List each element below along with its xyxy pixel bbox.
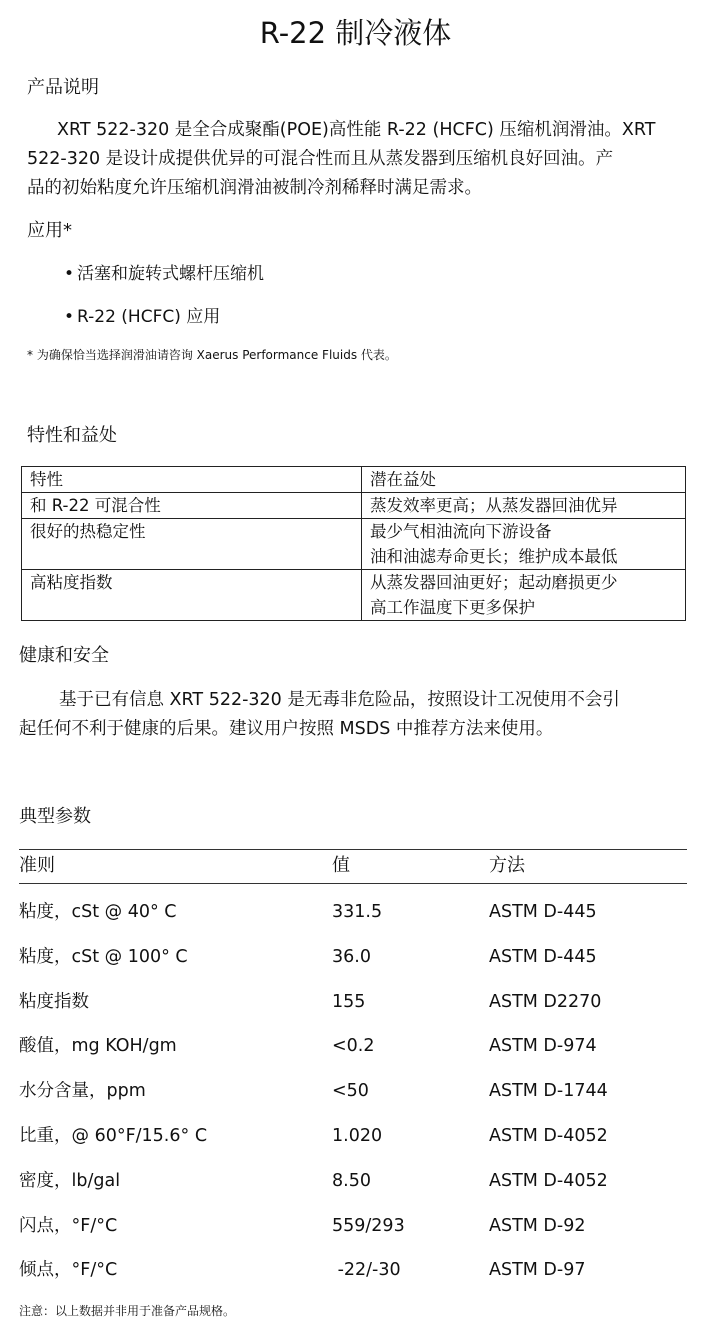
method-cell: ASTM D-4052 xyxy=(489,1170,608,1191)
table-row xyxy=(19,890,687,935)
value-cell: <0.2 xyxy=(332,1036,375,1057)
benefit-line: 油和油滤寿命更长；维护成本最低 xyxy=(370,547,618,566)
product-desc-text xyxy=(27,116,687,203)
benefit-line: 从蒸发器回油更好；起动磨损更少 xyxy=(370,573,618,592)
method-column-header: 方法 xyxy=(489,855,525,876)
feature-column-header: 特性 xyxy=(22,467,362,493)
value-cell: 36.0 xyxy=(332,946,371,967)
criterion-cell: 闪点，°F/°C xyxy=(19,1215,118,1236)
criterion-cell: 粘度指数 xyxy=(19,991,89,1012)
method-cell: ASTM D-4052 xyxy=(489,1125,608,1146)
method-cell: ASTM D2270 xyxy=(489,991,602,1012)
product-desc-line: XRT 522-320 是全合成聚酯(POE)高性能 R-22 (HCFC) 压缩机润滑油。XRT xyxy=(57,120,656,140)
feature-cell: 很好的热稳定性 xyxy=(22,519,362,570)
table-row xyxy=(22,493,686,519)
table-row xyxy=(19,1248,687,1293)
criterion-cell: 比重，@ 60°F/15.6° C xyxy=(19,1125,208,1146)
params-heading: 典型参数 xyxy=(19,806,91,827)
table-row xyxy=(19,935,687,980)
table-row xyxy=(22,570,686,621)
value-cell: 155 xyxy=(332,991,366,1012)
params-table-header xyxy=(19,849,687,884)
benefit-cell xyxy=(362,519,686,570)
params-note: 注意：以上数据并非用于准备产品规格。 xyxy=(19,1304,236,1318)
value-cell: 559/293 xyxy=(332,1215,405,1236)
value-cell: 8.50 xyxy=(332,1170,371,1191)
value-cell: <50 xyxy=(332,1081,369,1102)
criterion-cell: 密度，lb/gal xyxy=(19,1170,121,1191)
features-table xyxy=(21,466,686,621)
feature-cell: 高粘度指数 xyxy=(22,570,362,621)
table-row xyxy=(19,1114,687,1159)
table-row xyxy=(19,980,687,1025)
application-item-label: R-22 (HCFC) 应用 xyxy=(77,307,221,327)
table-row xyxy=(19,1024,687,1069)
table-row xyxy=(19,1069,687,1114)
method-cell: ASTM D-92 xyxy=(489,1215,586,1236)
method-cell: ASTM D-1744 xyxy=(489,1081,608,1102)
table-row xyxy=(22,519,686,570)
method-cell: ASTM D-445 xyxy=(489,902,597,922)
bullet-icon: • xyxy=(64,307,75,327)
value-cell: 1.020 xyxy=(332,1125,383,1146)
method-cell: ASTM D-974 xyxy=(489,1036,597,1057)
criterion-cell: 倾点，°F/°C xyxy=(19,1260,118,1281)
method-cell: ASTM D-97 xyxy=(489,1260,586,1281)
criterion-cell: 水分含量，ppm xyxy=(19,1081,146,1102)
features-heading: 特性和益处 xyxy=(27,425,117,446)
benefit-column-header: 潜在益处 xyxy=(362,467,686,493)
params-table xyxy=(19,849,687,1293)
criterion-cell: 粘度，cSt @ 100° C xyxy=(19,946,188,967)
benefit-line: 高工作温度下更多保护 xyxy=(370,598,535,617)
health-line: 起任何不利于健康的后果。建议用户按照 MSDS 中推荐方法来使用。 xyxy=(19,719,554,739)
health-line: 基于已有信息 XRT 522-320 是无毒非危险品，按照设计工况使用不会引 xyxy=(59,690,620,710)
applications-heading: 应用* xyxy=(27,220,72,241)
product-desc-line: 品的初始粘度允许压缩机润滑油被制冷剂稀释时满足需求。 xyxy=(27,178,482,198)
bullet-icon: • xyxy=(64,264,75,284)
value-cell: 331.5 xyxy=(332,902,383,922)
product-desc-heading: 产品说明 xyxy=(27,77,99,98)
value-cell: -22/-30 xyxy=(332,1260,401,1281)
page-title: R-22 制冷液体 xyxy=(259,16,452,50)
health-heading: 健康和安全 xyxy=(19,645,109,666)
table-row xyxy=(19,1204,687,1249)
value-column-header: 值 xyxy=(332,855,350,876)
feature-cell: 和 R-22 可混合性 xyxy=(22,493,362,519)
health-text xyxy=(19,686,689,744)
features-table-header xyxy=(22,467,686,493)
application-item-label: 活塞和旋转式螺杆压缩机 xyxy=(77,264,264,284)
method-cell: ASTM D-445 xyxy=(489,946,597,967)
criterion-column-header: 准则 xyxy=(19,855,55,876)
benefit-line: 最少气相油流向下游设备 xyxy=(370,522,552,541)
benefit-cell xyxy=(362,570,686,621)
criterion-cell: 酸值，mg KOH/gm xyxy=(19,1036,177,1057)
application-item xyxy=(64,305,220,329)
benefit-line: 蒸发效率更高；从蒸发器回油优异 xyxy=(370,496,618,515)
benefit-cell xyxy=(362,493,686,519)
product-desc-line: 522-320 是设计成提供优异的可混合性而且从蒸发器到压缩机良好回油。产 xyxy=(27,149,614,169)
criterion-cell: 粘度，cSt @ 40° C xyxy=(19,902,177,922)
application-item xyxy=(64,262,264,286)
applications-footnote: * 为确保恰当选择润滑油请咨询 Xaerus Performance Fluids 代表。 xyxy=(27,348,397,362)
table-row xyxy=(19,1159,687,1204)
